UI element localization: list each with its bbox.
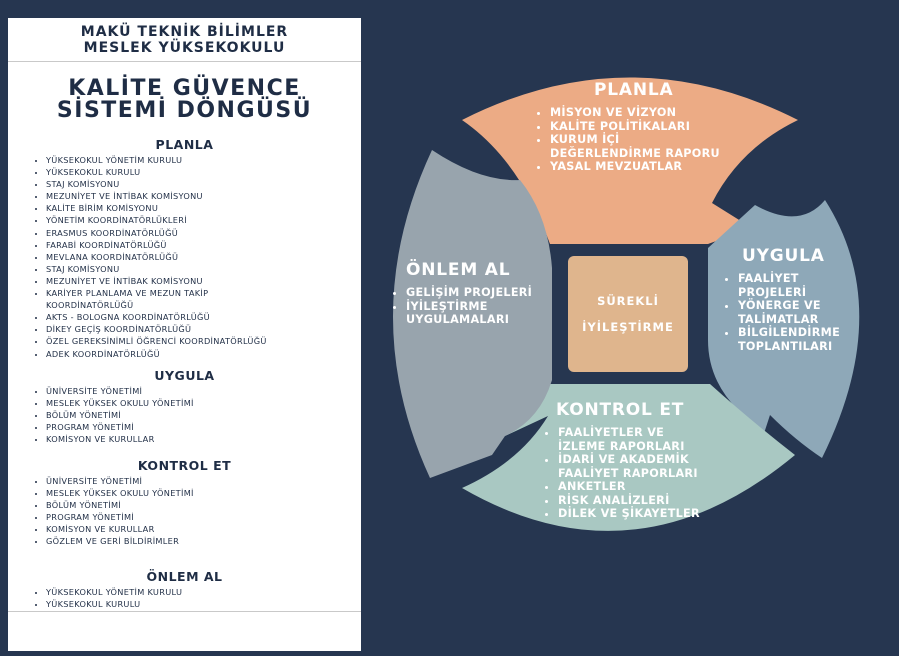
planla-list: [534, 106, 764, 174]
list-item-continuation: TALİMATLAR: [738, 312, 819, 326]
section-heading-kontrol-et: KONTROL ET: [137, 458, 232, 473]
uygula-block: [722, 246, 872, 353]
page-title-line1: KALİTE GÜVENCE: [68, 76, 301, 101]
list-item: • ÜNİVERSİTE YÖNETİMİ: [46, 475, 194, 487]
list-item: • KALİTE BİRİM KOMİSYONU: [46, 202, 267, 214]
list-item: • MEZUNİYET VE İNTİBAK KOMİSYONU: [46, 275, 267, 287]
list-item: • FARABİ KOORDİNATÖRLÜĞÜ: [46, 239, 267, 251]
list-item: • BİLGİLENDİRME: [738, 326, 872, 340]
list-item: • YÖNERGE VE: [738, 299, 872, 313]
list-item-continuation: PROJELERİ: [738, 285, 807, 299]
list-item: • KALİTE POLİTİKALARI: [550, 120, 764, 134]
list-item: • BÖLÜM YÖNETİMİ: [46, 409, 194, 421]
list-item: • YÖNETİM KOORDİNATÖRLÜKLERİ: [46, 214, 267, 226]
kontrol-block: [542, 400, 762, 521]
uygula-title: UYGULA: [742, 246, 825, 266]
list-item: • STAJ KOMİSYONU: [46, 178, 267, 190]
list-item: • PROGRAM YÖNETİMİ: [46, 511, 194, 523]
list-item: • RİSK ANALİZLERİ: [558, 494, 762, 508]
onlem-block: [390, 260, 560, 327]
planla-title: PLANLA: [594, 80, 674, 100]
list-item-continuation: KOORDİNATÖRLÜĞÜ: [46, 300, 134, 311]
list-item: • MESLEK YÜKSEK OKULU YÖNETİMİ: [46, 487, 194, 499]
onlem-list: [390, 286, 560, 327]
list-item: • PROGRAM YÖNETİMİ: [46, 421, 194, 433]
list-item: • MEZUNİYET VE İNTİBAK KOMİSYONU: [46, 190, 267, 202]
list-item-continuation: TOPLANTILARI: [738, 339, 833, 353]
list-item: • GELİŞİM PROJELERİ: [406, 286, 560, 300]
list-item: • MİSYON VE VİZYON: [550, 106, 764, 120]
list-item: • ÖZEL GEREKSİNİMLİ ÖĞRENCİ KOORDİNATÖRLÜĞÜ: [46, 335, 267, 347]
list-item: • FAALİYETLER VE: [558, 426, 762, 440]
section-heading-planla: PLANLA: [155, 137, 214, 152]
list-item: • YÜKSEKOKUL KURULU: [46, 598, 182, 610]
center-line2: İYİLEŞTİRME: [582, 320, 674, 334]
list-item: • YÜKSEKOKUL YÖNETİM KURULU: [46, 154, 267, 166]
list-item: • İYİLEŞTİRME: [406, 300, 560, 314]
list-item: • MESLEK YÜKSEK OKULU YÖNETİMİ: [46, 397, 194, 409]
list-item: • FAALİYET: [738, 272, 872, 286]
kontrol-list: [542, 426, 762, 521]
list-item-continuation: FAALİYET RAPORLARI: [558, 466, 698, 480]
onlem-title: ÖNLEM AL: [406, 260, 511, 280]
list-item: • DİLEK VE ŞİKAYETLER: [558, 507, 762, 521]
list-item: • KARİYER PLANLAMA VE MEZUN TAKİP: [46, 287, 267, 299]
list-item: • MEVLANA KOORDİNATÖRLÜĞÜ: [46, 251, 267, 263]
list-item: • KOMİSYON VE KURULLAR: [46, 523, 194, 535]
center-line1: SÜREKLİ: [597, 294, 659, 308]
list-item: • ERASMUS KOORDİNATÖRLÜĞÜ: [46, 227, 267, 239]
list-item: • KOMİSYON VE KURULLAR: [46, 433, 194, 445]
list-item: • AKTS - BOLOGNA KOORDİNATÖRLÜĞÜ: [46, 311, 267, 323]
list-item: • KURUM İÇİ: [550, 133, 764, 147]
list-item-continuation: İZLEME RAPORLARI: [558, 439, 685, 453]
section-heading-uygula: UYGULA: [154, 368, 215, 383]
planla-block: [534, 80, 764, 174]
list-item: • YÜKSEKOKUL KURULU: [46, 166, 267, 178]
list-item: • ÜNİVERSİTE YÖNETİMİ: [46, 385, 194, 397]
list-item: • STAJ KOMİSYONU: [46, 263, 267, 275]
list-item-continuation: DEĞERLENDİRME RAPORU: [550, 146, 720, 160]
center-box: [568, 256, 688, 372]
list-item: • İDARİ VE AKADEMİK: [558, 453, 762, 467]
list-item: • YÜKSEKOKUL YÖNETİM KURULU: [46, 586, 182, 598]
list-item-continuation: UYGULAMALARI: [406, 313, 510, 326]
school-name-line2: MESLEK YÜKSEKOKULU: [83, 40, 286, 56]
list-item: • ANKETLER: [558, 480, 762, 494]
page-title-line2: SİSTEMİ DÖNGÜSÜ: [56, 98, 313, 123]
school-name-line1: MAKÜ TEKNİK BİLİMLER: [80, 24, 289, 40]
list-item: • ADEK KOORDİNATÖRLÜĞÜ: [46, 348, 267, 360]
list-item: • BÖLÜM YÖNETİMİ: [46, 499, 194, 511]
kontrol-title: KONTROL ET: [556, 400, 685, 420]
uygula-list: [722, 272, 872, 353]
section-heading-onlem-al: ÖNLEM AL: [146, 569, 223, 584]
list-item: • GÖZLEM VE GERİ BİLDİRİMLER: [46, 535, 194, 547]
list-item: • DİKEY GEÇİŞ KOORDİNATÖRLÜĞÜ: [46, 323, 267, 335]
list-item: • YASAL MEVZUATLAR: [550, 160, 764, 174]
